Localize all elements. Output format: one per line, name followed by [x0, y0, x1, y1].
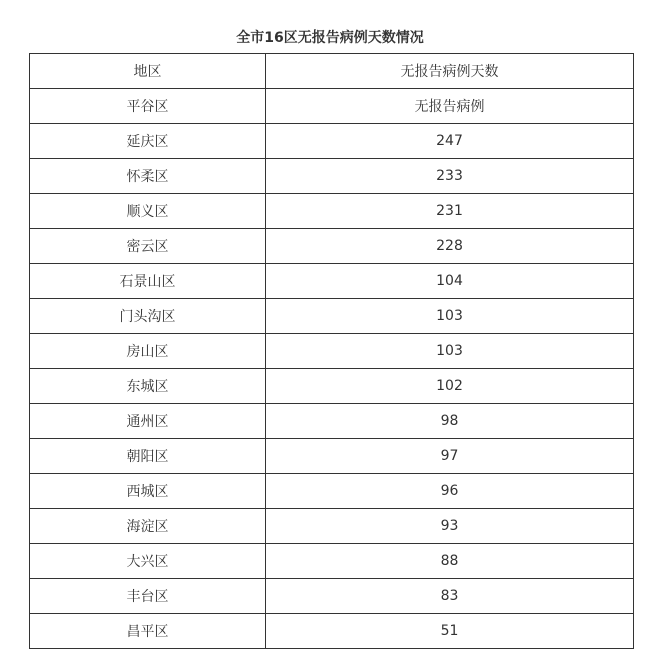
table-row: [30, 439, 634, 474]
cell-days: 96: [266, 474, 634, 509]
cell-days: 83: [266, 579, 634, 614]
district-stats-table: [29, 53, 634, 649]
cell-days: 104: [266, 264, 634, 299]
table-row: [30, 194, 634, 229]
table-row: [30, 614, 634, 649]
cell-district: 平谷区: [30, 89, 266, 124]
table-row: [30, 579, 634, 614]
table-row: [30, 334, 634, 369]
table-header-row: [30, 54, 634, 89]
cell-days: 51: [266, 614, 634, 649]
table-row: [30, 89, 634, 124]
table-row: [30, 124, 634, 159]
table-row: [30, 299, 634, 334]
cell-days: 233: [266, 159, 634, 194]
table-title: 全市16区无报告病例天数情况: [236, 30, 424, 46]
table-row: [30, 474, 634, 509]
cell-district: 通州区: [30, 404, 266, 439]
table-row: [30, 229, 634, 264]
cell-district: 大兴区: [30, 544, 266, 579]
header-days-without-cases: 无报告病例天数: [266, 54, 634, 89]
cell-district: 东城区: [30, 369, 266, 404]
cell-district: 顺义区: [30, 194, 266, 229]
table-row: [30, 264, 634, 299]
cell-days: 103: [266, 299, 634, 334]
cell-district: 门头沟区: [30, 299, 266, 334]
cell-days: 93: [266, 509, 634, 544]
table-row: [30, 159, 634, 194]
cell-district: 西城区: [30, 474, 266, 509]
cell-days: 98: [266, 404, 634, 439]
table-row: [30, 509, 634, 544]
cell-days: 88: [266, 544, 634, 579]
cell-days: 231: [266, 194, 634, 229]
cell-district: 海淀区: [30, 509, 266, 544]
table-row: [30, 544, 634, 579]
cell-days: 228: [266, 229, 634, 264]
cell-days: 无报告病例: [266, 89, 634, 124]
cell-district: 房山区: [30, 334, 266, 369]
cell-district: 密云区: [30, 229, 266, 264]
cell-days: 97: [266, 439, 634, 474]
header-district: 地区: [30, 54, 266, 89]
cell-days: 247: [266, 124, 634, 159]
cell-days: 103: [266, 334, 634, 369]
table-row: [30, 369, 634, 404]
cell-district: 朝阳区: [30, 439, 266, 474]
cell-district: 石景山区: [30, 264, 266, 299]
cell-district: 丰台区: [30, 579, 266, 614]
cell-district: 延庆区: [30, 124, 266, 159]
table-row: [30, 404, 634, 439]
cell-district: 昌平区: [30, 614, 266, 649]
cell-days: 102: [266, 369, 634, 404]
cell-district: 怀柔区: [30, 159, 266, 194]
